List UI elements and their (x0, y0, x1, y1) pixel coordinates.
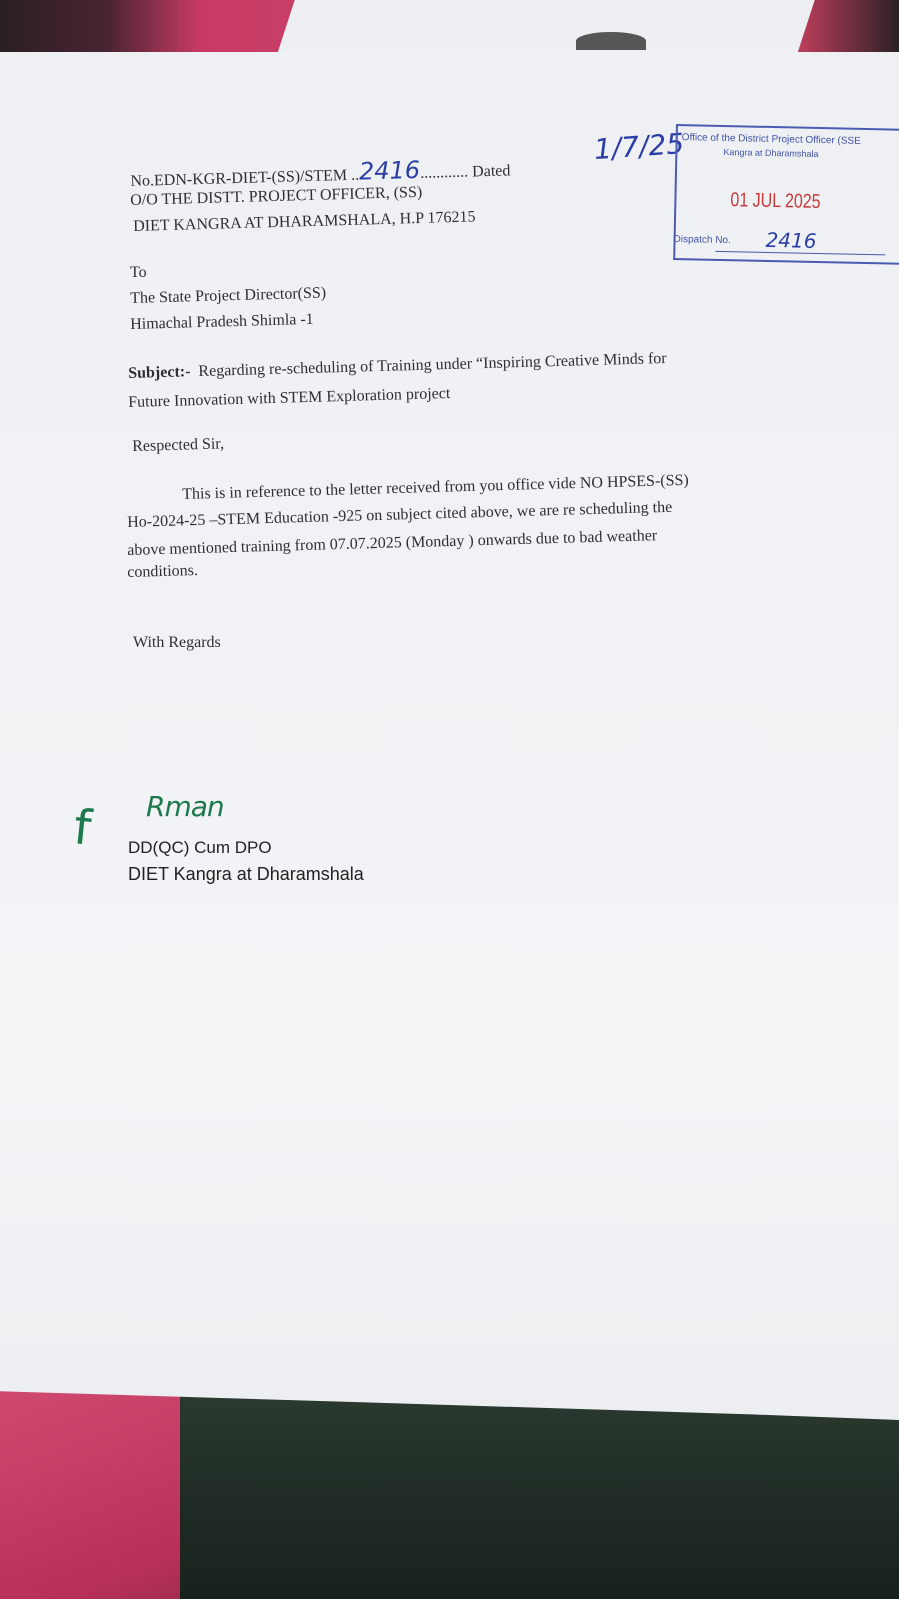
signature-initials: Rman (146, 790, 224, 823)
subject-text-1: Regarding re-scheduling of Training under “Inspiring Creative Minds for (198, 349, 667, 381)
closing: With Regards (133, 634, 221, 651)
recipient-place: Himachal Pradesh Shimla -1 (130, 310, 314, 333)
signature-tick: f (71, 799, 94, 857)
salutation: Respected Sir, (132, 435, 225, 455)
background-bottom-right (180, 1390, 899, 1599)
signatory-designation: DD(QC) Cum DPO (128, 838, 272, 857)
subject-label: Subject:- (128, 363, 191, 382)
body-line-1: This is in reference to the letter received from you office vide NO HPSES-(SS) (182, 471, 689, 503)
reference-prefix: No.EDN-KGR-DIET-(SS)/STEM .. (130, 166, 360, 190)
office-line: O/O THE DISTT. PROJECT OFFICER, (SS) (130, 183, 423, 209)
reference-number: 2416 (358, 155, 421, 186)
body-line-2: Ho-2024-25 –STEM Education -925 on subject cited above, we are re scheduling the (127, 498, 673, 531)
stamp-office: Office of the District Project Officer (SSE (681, 132, 861, 147)
recipient-designation: The State Project Director(SS) (130, 284, 327, 307)
binder-clip (576, 32, 646, 50)
paper-behind (275, 0, 814, 60)
stamp-date: 01 JUL 2025 (730, 189, 821, 214)
body-line-3: above mentioned training from 07.07.2025 (Monday ) onwards due to bad weather (127, 527, 658, 559)
signatory-institution: DIET Kangra at Dharamshala (128, 864, 364, 884)
subject-line-2: Future Innovation with STEM Exploration project (128, 385, 451, 411)
received-stamp (673, 124, 899, 265)
reference-dated: ............ Dated (419, 162, 511, 182)
to-label: To (130, 264, 147, 281)
dispatch-label: Dispatch No. (673, 233, 731, 247)
stamp-place: Kangra at Dharamshala (723, 147, 819, 159)
handwritten-date: 1/7/25 (592, 126, 686, 167)
address-line: DIET KANGRA AT DHARAMSHALA, H.P 176215 (133, 208, 476, 235)
body-line-4: conditions. (127, 562, 199, 581)
dispatch-number: 2416 (765, 227, 817, 253)
